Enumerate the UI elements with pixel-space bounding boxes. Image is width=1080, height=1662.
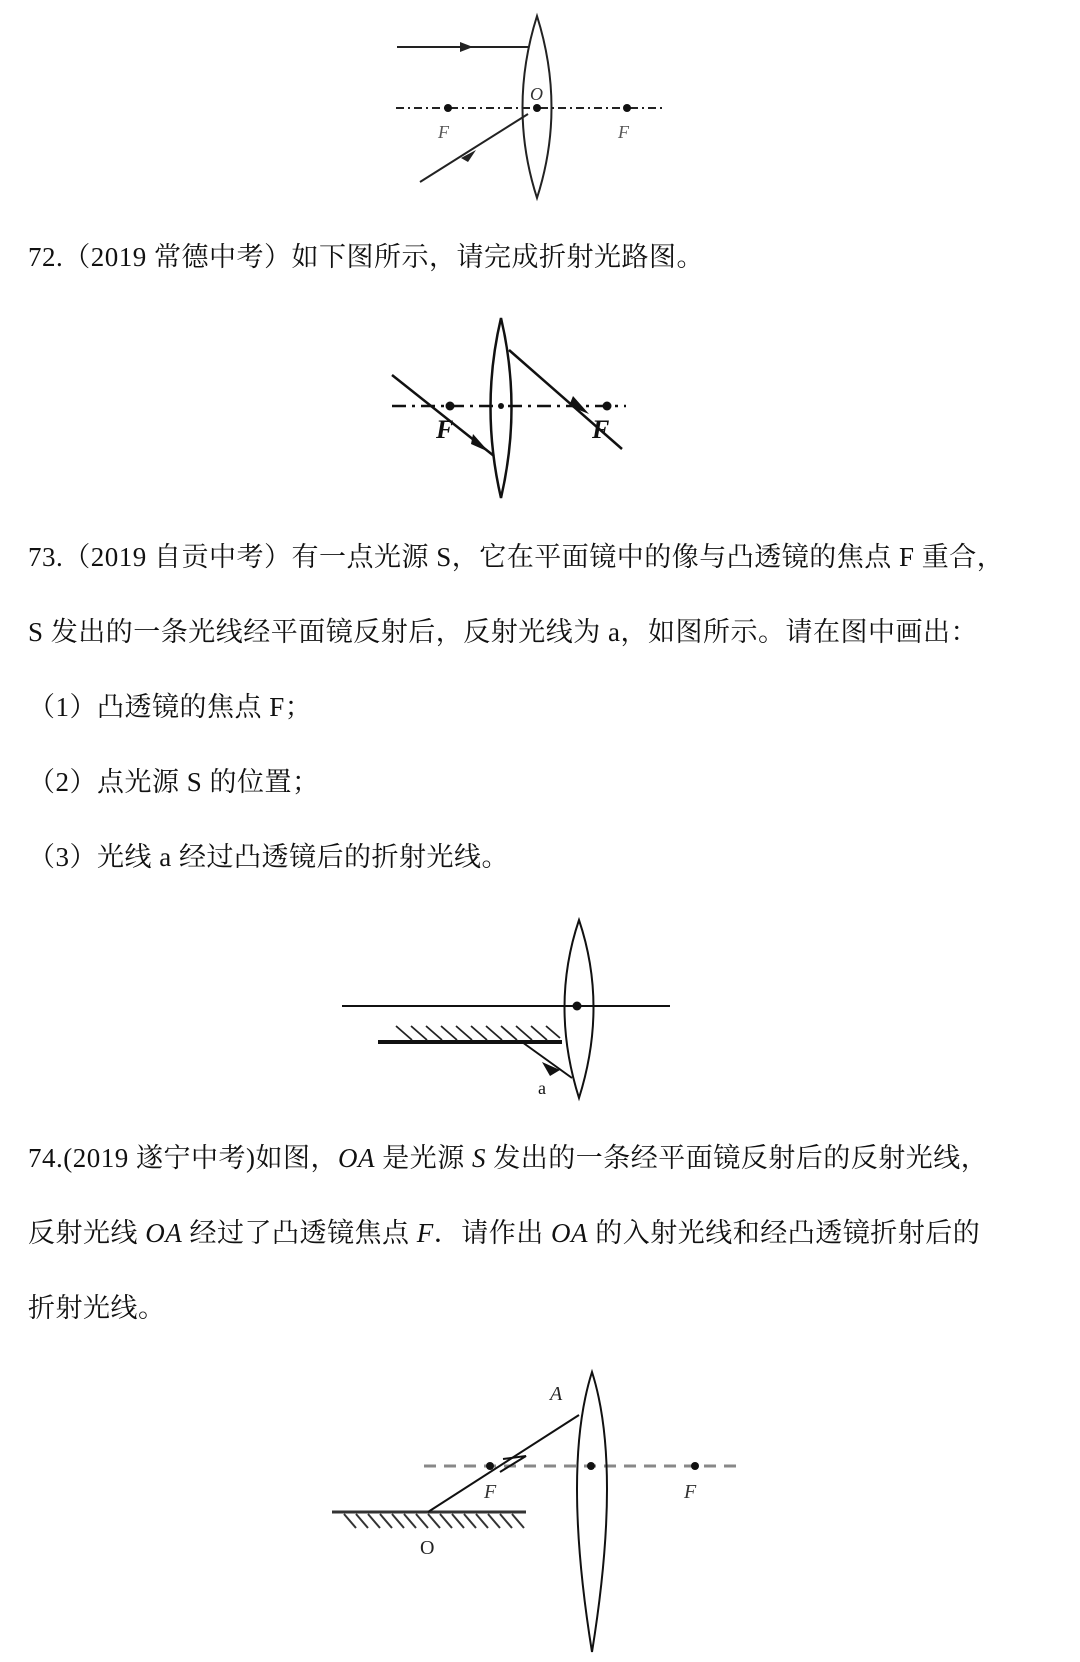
reflected-ray-oa (428, 1415, 579, 1512)
var-oa: OA (337, 1143, 375, 1173)
label-a: a (538, 1078, 546, 1098)
figure-q71-lens-diagram (380, 0, 680, 210)
var-oa: OA (551, 1218, 588, 1248)
focus-point-right (623, 104, 631, 112)
mirror-hatching (344, 1514, 524, 1528)
focus-point-right (691, 1462, 699, 1470)
label-f-left: F (438, 122, 449, 142)
question-73-item-3: （3）光线 a 经过凸透镜后的折射光线。 (28, 842, 509, 872)
arrow-icon (471, 434, 489, 452)
question-73-line-1: 73.（2019 自贡中考）有一点光源 S，它在平面镜中的像与凸透镜的焦点 F 重合， (28, 542, 1005, 572)
text: 经过了凸透镜焦点 (182, 1218, 417, 1248)
arrow-icon (460, 42, 473, 52)
question-73-line-2: S 发出的一条光线经平面镜反射后，反射光线为 a，如图所示。请在图中画出： (28, 617, 978, 647)
focus-point-left (444, 104, 452, 112)
var-f: F (416, 1218, 434, 1248)
text: 是光源 (374, 1143, 472, 1173)
figure-q73-mirror-lens-diagram (330, 910, 690, 1110)
label-f-right: F (618, 122, 629, 142)
reflected-ray-a (522, 1042, 572, 1078)
question-74-line-1 (28, 1141, 988, 1175)
focus-point-right (603, 402, 612, 411)
label-a: A (550, 1383, 563, 1405)
optical-center-point (573, 1002, 582, 1011)
label-f-right: F (592, 415, 610, 444)
figure-q72-lens-diagram (370, 310, 650, 510)
optical-center-point (498, 403, 504, 409)
text: 反射光线 (28, 1218, 146, 1248)
label-o: O (420, 1537, 435, 1559)
label-f-left: F (436, 415, 454, 444)
var-oa: OA (145, 1218, 183, 1248)
incident-ray-oblique (420, 114, 528, 182)
convex-lens (577, 1372, 607, 1652)
text: 的入射光线和经凸透镜折射后的 (588, 1218, 981, 1248)
focus-point-left (446, 402, 455, 411)
text: 74.(2019 遂宁中考)如图， (28, 1143, 338, 1173)
label-f-left: F (484, 1481, 497, 1503)
var-s: S (471, 1143, 486, 1173)
question-74-line-3: 折射光线。 (28, 1293, 166, 1323)
optical-center-point (587, 1462, 595, 1470)
mirror-hatching (396, 1026, 560, 1040)
focus-point-left (486, 1462, 494, 1470)
question-74-line-2 (28, 1216, 980, 1250)
question-73-item-2: （2）点光源 S 的位置； (28, 767, 320, 797)
label-o: O (530, 84, 543, 104)
figure-q74-mirror-lens-diagram (300, 1360, 740, 1660)
text: 发出的一条经平面镜反射后的反射光线， (485, 1143, 989, 1173)
question-73-item-1: （1）凸透镜的焦点 F； (28, 692, 313, 722)
optical-center-point (533, 104, 541, 112)
question-72-text: 72.（2019 常德中考）如下图所示，请完成折射光路图。 (28, 242, 704, 272)
text: ．请作出 (433, 1218, 551, 1248)
label-f-right: F (684, 1481, 697, 1503)
